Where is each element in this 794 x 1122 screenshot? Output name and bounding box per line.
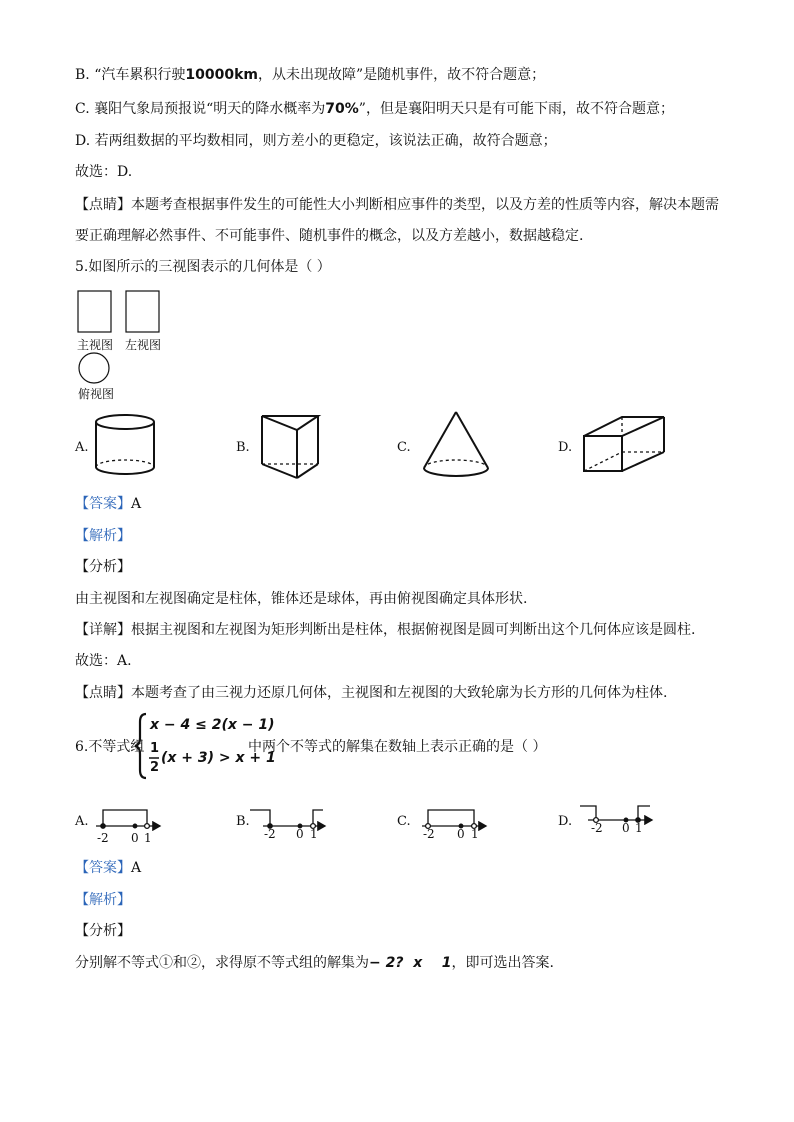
fraction-numerator: 1 [150, 741, 160, 756]
q6-answer-line [75, 859, 141, 877]
q5-analysis-text: 由主视图和左视图确定是柱体，锥体还是球体，再由俯视图确定具体形状. [75, 591, 528, 607]
tick-0-c: 0 [457, 827, 465, 841]
fraction-denominator: 2 [150, 760, 160, 775]
comment-text: 本题考查了由三视力还原几何体，主视图和左视图的大致轮廓为长方形的几何体为柱体. [131, 685, 668, 701]
q5-analysis-head: 【分析】 [75, 559, 131, 575]
q5-option-c-label: C. [397, 440, 411, 455]
q6-analysis-head: 【分析】 [75, 923, 131, 939]
comment-tag: 【点睛】 [75, 197, 131, 213]
q5-option-d-label: D. [558, 440, 573, 455]
number-line-d [580, 806, 652, 822]
comment-text: 本题考查根据事件发生的可能性大小判断相应事件的类型，以及方差的性质等内容，解决本题需 [131, 197, 719, 213]
answer-value: A [131, 496, 142, 512]
q6-last-line [75, 954, 554, 972]
tick-neg2-a: -2 [97, 831, 109, 845]
tick-neg2-b: -2 [264, 827, 276, 841]
q6-option-b-label: B. [236, 814, 250, 829]
q6-analysis-tag: 【解析】 [75, 892, 131, 908]
number-line-a [96, 810, 160, 828]
tick-0-b: 0 [296, 827, 304, 841]
tick-0-a: 0 [131, 831, 139, 845]
tick-1-c: 1 [471, 827, 479, 841]
tick-neg2-d: -2 [591, 821, 603, 835]
tick-1-b: 1 [310, 827, 318, 841]
option-c-post: ”，但是襄阳明天只是有可能下雨，故不符合题意； [358, 101, 674, 117]
detail-text: 根据主视图和左视图为矩形判断出是柱体，根据俯视图是圆可判断出这个几何体应该是圆柱. [131, 622, 696, 638]
q5-option-a-label: A. [75, 440, 89, 455]
front-view-label: 主视图 [77, 338, 114, 352]
q6-prefix: 6.不等式组 [75, 739, 145, 755]
solution-set-math: − 2? x 1 [369, 955, 452, 971]
q6-last-pre: 分别解不等式①和②，求得原不等式组的解集为 [75, 955, 369, 971]
number-line-b [250, 810, 325, 828]
option-c-pre: C. 襄阳气象局预报说“明天的降水概率为 [75, 101, 326, 117]
distance-value: 10000km [185, 67, 258, 83]
tick-0-d: 0 [622, 821, 630, 835]
option-b-post: ，从未出现故障”是随机事件，故不符合题意； [257, 67, 546, 83]
q5-option-b-label: B. [236, 440, 250, 455]
detail-tag: 【详解】 [75, 622, 131, 638]
q6-option-a-label: A. [75, 814, 89, 829]
comment-tag: 【点睛】 [75, 685, 131, 701]
q6-option-d-label: D. [558, 814, 573, 829]
top-view-label: 俯视图 [78, 387, 115, 401]
tick-1-d: 1 [635, 821, 643, 835]
answer-tag: 【答案】 [75, 496, 131, 512]
choose-d-line: 故选：D. [75, 164, 133, 180]
answer-tag: 【答案】 [75, 860, 131, 876]
tick-1-a: 1 [144, 831, 152, 845]
q6-last-post: ，即可选出答案. [451, 955, 554, 971]
q6-option-c-label: C. [397, 814, 411, 829]
q5-choose-line: 故选：A. [75, 653, 132, 669]
q6-suffix: 中两个不等式的解集在数轴上表示正确的是（ ） [248, 739, 547, 755]
tick-neg2-c: -2 [423, 827, 435, 841]
answer-value: A [131, 860, 142, 876]
option-d-line: D. 若两组数据的平均数相同，则方差小的更稳定，该说法正确，故符合题意； [75, 133, 557, 149]
q5-question: 5.如图所示的三视图表示的几何体是（ ） [75, 259, 331, 275]
q5-analysis-tag: 【解析】 [75, 528, 131, 544]
number-line-c [422, 810, 486, 828]
inequality-2: (x + 3) > x + 1 [161, 750, 276, 766]
left-view-label: 左视图 [125, 338, 162, 352]
inequality-1: x − 4 ≤ 2(x − 1) [150, 717, 275, 733]
probability-value: 70% [325, 101, 359, 117]
option-b-pre: B. “汽车累积行驶 [75, 67, 186, 83]
comment1-line-b: 要正确理解必然事件、不可能事件、随机事件的概念，以及方差越小，数据越稳定. [75, 228, 584, 244]
